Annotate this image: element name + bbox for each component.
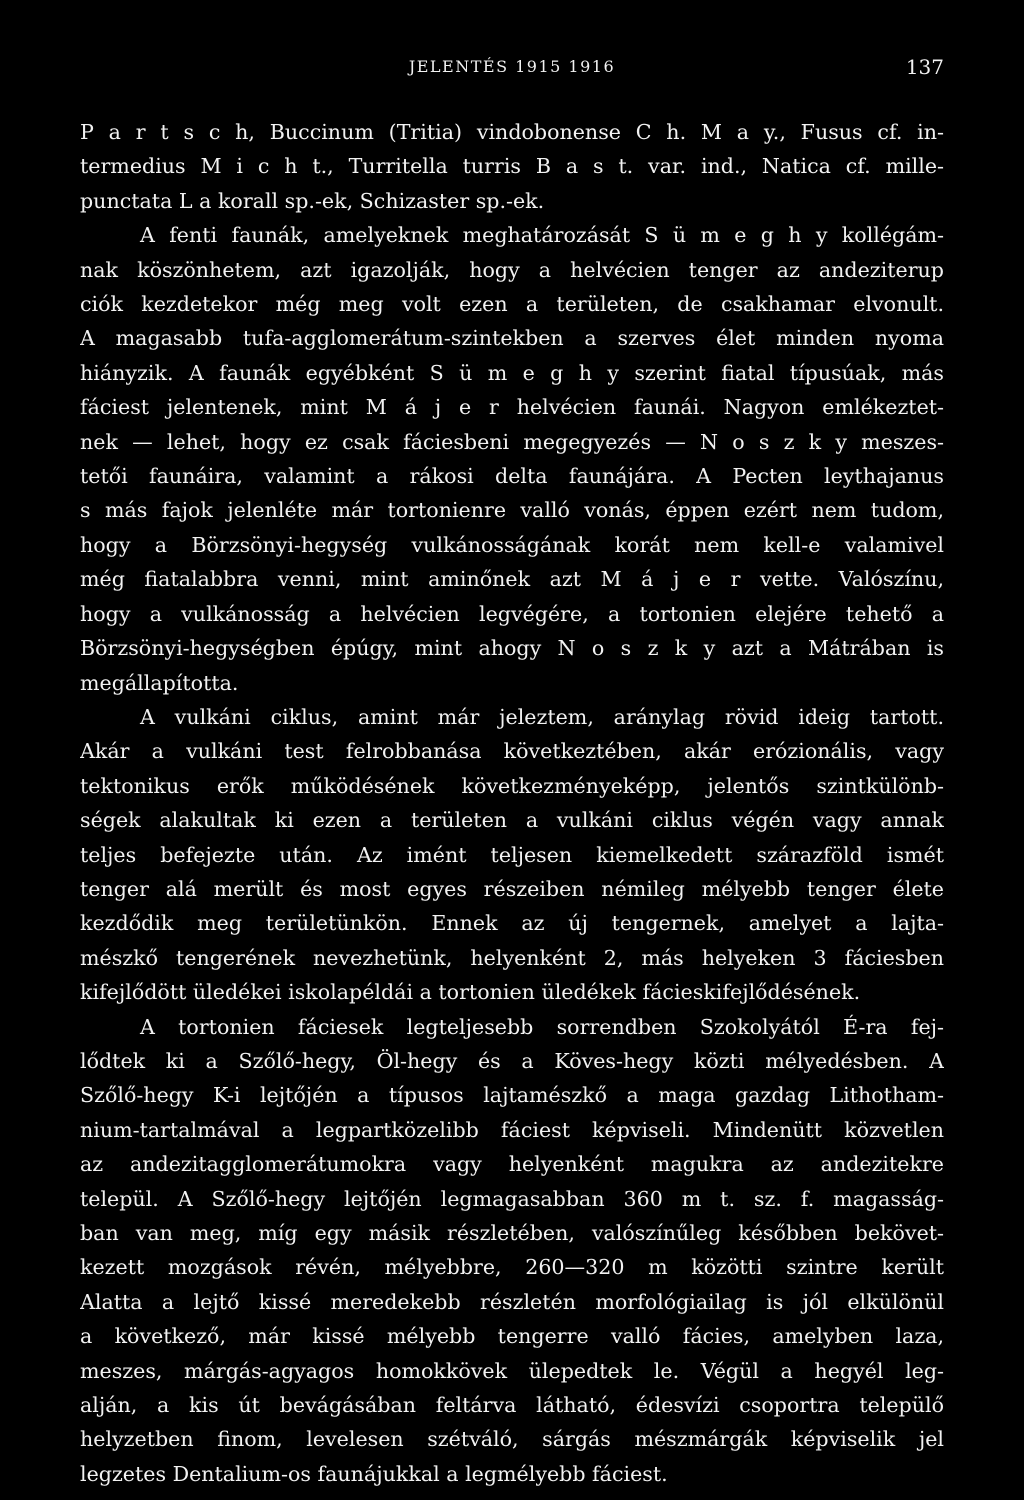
paragraph	[80, 218, 944, 700]
paragraph	[80, 700, 944, 1010]
text-line: hogy a vulkánosság a helvécien legvégére, a tortonien elejére tehető a	[80, 601, 944, 626]
text-line: meszes, márgás-agyagos homokkövek ülepedtek le. Végül a hegyél leg-	[80, 1358, 944, 1383]
text-line: települ. A Szőlő-hegy lejtőjén legmagasabban 360 m t. sz. f. magasság-	[80, 1186, 944, 1211]
text-line: tenger alá merült és most egyes részeiben némileg mélyebb tenger élete	[80, 876, 944, 901]
text-line: teljes befejezte után. Az imént teljesen kiemelkedett szárazföld ismét	[80, 842, 944, 867]
text-line: Szőlő-hegy K-i lejtőjén a típusos lajtamészkő a maga gazdag Lithotham-	[80, 1083, 944, 1108]
text-line: s más fajok jelenléte már tortonienre valló vonás, éppen ezért nem tudom,	[80, 498, 944, 523]
page-number: 137	[905, 55, 944, 79]
text-line: mészkő tengerének nevezhetünk, helyenként 2, más helyeken 3 fáciesben	[80, 945, 944, 970]
text-line: legzetes Dentalium-os faunájukkal a legmélyebb fáciest.	[80, 1461, 668, 1486]
text-line: ségek alakultak ki ezen a területen a vulkáni ciklus végén vagy annak	[80, 808, 944, 833]
text-line: lődtek ki a Szőlő-hegy, Öl-hegy és a Köves-hegy közti mélyedésben. A	[80, 1048, 944, 1073]
text-line: Alatta a lejtő kissé meredekebb részletén morfológiailag is jól elkülönül	[80, 1289, 944, 1314]
body-text	[80, 115, 944, 1491]
text-line: nek — lehet, hogy ez csak fáciesbeni megegyezés — N o s z k y meszes-	[80, 429, 944, 454]
text-line: punctata L a korall sp.-ek, Schizaster sp.-ek.	[80, 188, 545, 213]
text-line: az andezitagglomerátumokra vagy helyenként magukra az andezitekre	[80, 1152, 944, 1177]
paragraph	[80, 115, 944, 218]
text-line: Akár a vulkáni test felrobbanása következtében, akár erózionális, vagy	[80, 739, 944, 764]
text-line: P a r t s c h, Buccinum (Tritia) vindobonense C h. M a y., Fusus cf. in-	[80, 120, 944, 144]
text-line: A vulkáni ciklus, amint már jeleztem, aránylag rövid ideig tartott.	[140, 704, 944, 729]
running-title: JELENTÉS 1915 1916	[408, 57, 616, 76]
page-header	[80, 52, 944, 82]
text-line: nak köszönhetem, azt igazolják, hogy a helvécien tenger az andeziterup	[80, 257, 944, 282]
text-line: A fenti faunák, amelyeknek meghatározását S ü m e g h y kollégám-	[140, 223, 944, 248]
text-line: helyzetben finom, levelesen szétváló, sárgás mészmárgák képviselik jel	[80, 1427, 944, 1452]
text-line: A tortonien fáciesek legteljesebb sorrendben Szokolyától É-ra fej-	[140, 1014, 944, 1039]
text-line: megállapította.	[80, 670, 239, 695]
text-line: a következő, már kissé mélyebb tengerre valló fácies, amelyben laza,	[80, 1324, 944, 1349]
text-line: tetői faunáira, valamint a rákosi delta faunájára. A Pecten leythajanus	[80, 464, 944, 489]
text-line: még fiatalabbra venni, mint aminőnek azt M á j e r vette. Valószínu,	[80, 567, 944, 592]
text-line: Börzsönyi-hegységben épúgy, mint ahogy N o s z k y azt a Mátrában is	[80, 636, 944, 661]
text-line: tektonikus erők működésének következményeképp, jelentős szintkülönb-	[80, 773, 944, 798]
text-line: kezdődik meg területünkön. Ennek az új tengernek, amelyet a lajta-	[80, 911, 944, 936]
text-line: kifejlődött üledékei iskolapéldái a tortonien üledékek fácieskifejlődésének.	[80, 980, 861, 1005]
text-line: kezett mozgások révén, mélyebbre, 260—320 m közötti szintre került	[80, 1255, 944, 1280]
text-line: fáciest jelentenek, mint M á j e r helvécien faunái. Nagyon emlékeztet-	[80, 395, 944, 420]
text-line: A magasabb tufa-agglomerátum-szintekben a szerves élet minden nyoma	[80, 326, 944, 351]
text-line: ciók kezdetekor még meg volt ezen a területen, de csakhamar elvonult.	[80, 292, 944, 317]
paragraph	[80, 1010, 944, 1492]
text-line: ban van meg, míg egy másik részletében, valószínűleg későbben bekövet-	[80, 1221, 944, 1245]
text-line: nium-tartalmával a legpartközelibb fáciest képviseli. Mindenütt közvetlen	[80, 1117, 944, 1142]
text-line: alján, a kis út bevágásában feltárva látható, édesvízi csoportra települő	[80, 1393, 944, 1418]
text-line: hogy a Börzsönyi-hegység vulkánosságának korát nem kell-e valamivel	[80, 532, 944, 557]
text-line: hiányzik. A faunák egyébként S ü m e g h y szerint fiatal típusúak, más	[80, 360, 944, 385]
text-line: termedius M i c h t., Turritella turris B a s t. var. ind., Natica cf. mille-	[80, 154, 944, 179]
